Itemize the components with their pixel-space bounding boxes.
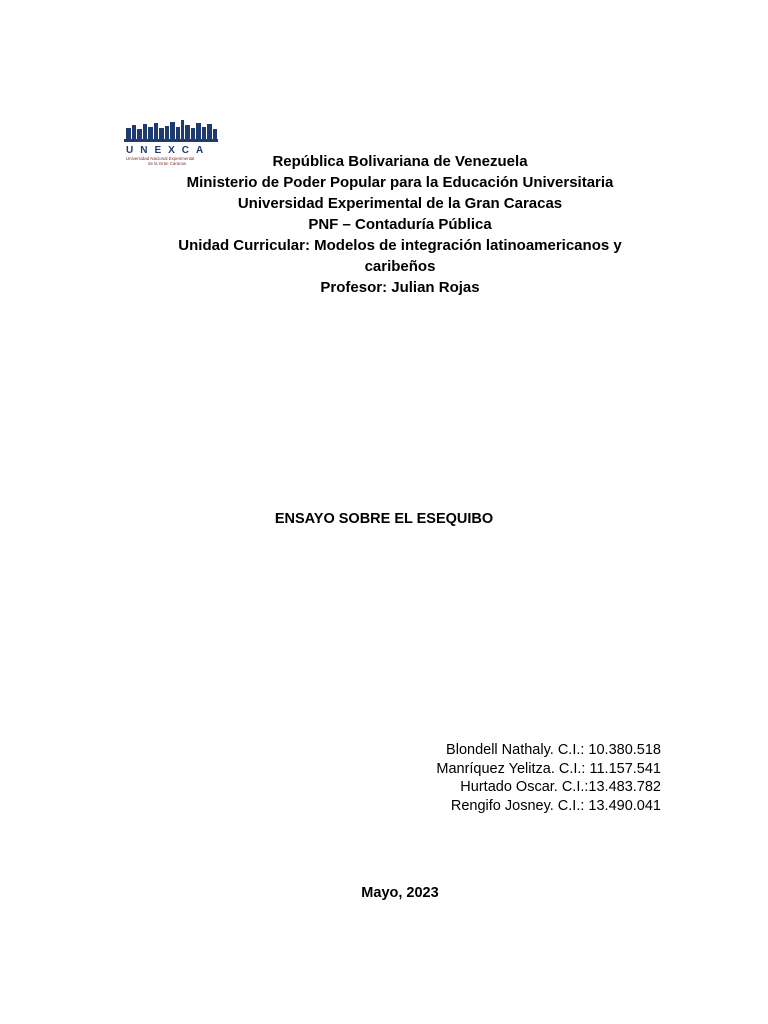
header-line-course: Unidad Curricular: Modelos de integración latinoamericanos y [178, 237, 622, 254]
author-item: Blondell Nathaly. C.I.: 10.380.518 [446, 742, 661, 758]
author-item: Rengifo Josney. C.I.: 13.490.041 [450, 797, 661, 814]
author-item: Hurtado Oscar. C.I.:13.483.782 [460, 779, 661, 795]
header-line-republic: República Bolivariana de Venezuela [272, 153, 528, 170]
header-line-course-cont: caribeños [364, 258, 436, 275]
header-line-program: PNF – Contaduría Pública [308, 216, 492, 233]
document-date: Mayo, 2023 [361, 885, 439, 901]
essay-title: ENSAYO SOBRE EL ESEQUIBO [274, 511, 494, 527]
svg-text:de la Gran Caracas: de la Gran Caracas [148, 161, 187, 166]
header-line-university: Universidad Experimental de la Gran Caracas [237, 195, 563, 212]
header-line-professor: Profesor: Julian Rojas [320, 279, 480, 296]
svg-text:Universidad Nacional Experimen: Universidad Nacional Experimental [126, 156, 195, 161]
author-item: Manríquez Yelitza. C.I.: 11.157.541 [436, 760, 661, 777]
institution-header [150, 151, 650, 298]
header-line-ministry: Ministerio de Poder Popular para la Educación Universitaria [186, 174, 614, 191]
svg-text:UNEXCA: UNEXCA [126, 145, 211, 156]
authors-list [436, 741, 661, 815]
